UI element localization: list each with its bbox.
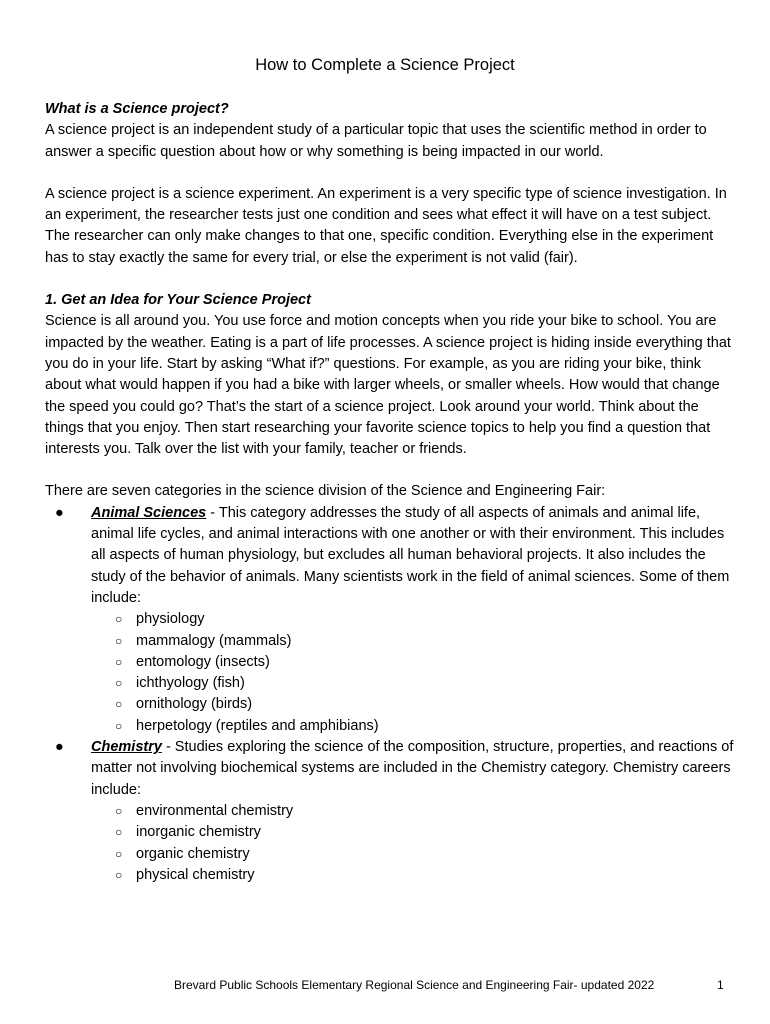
- section-heading-what-is: What is a Science project?: [45, 101, 229, 117]
- sub-list-item: [91, 865, 735, 886]
- sub-item-text: inorganic chemistry: [136, 824, 261, 841]
- sub-list: [91, 609, 735, 737]
- paragraph-definition: A science project is an independent study of a particular topic that uses the scientific method in order to answer a specific question about how or why something is being impacted in our world.: [45, 122, 707, 160]
- sub-item-text: organic chemistry: [136, 845, 250, 862]
- sub-list-item: [91, 652, 735, 673]
- circle-bullet-icon: ○: [115, 654, 123, 669]
- sub-list-item: [91, 822, 735, 843]
- paragraph-categories-intro: There are seven categories in the science division of the Science and Engineering Fair:: [45, 483, 606, 500]
- sub-item-text: mammalogy (mammals): [136, 632, 292, 649]
- circle-bullet-icon: ○: [115, 697, 123, 712]
- spacer: [45, 269, 735, 290]
- sub-item-text: environmental chemistry: [136, 802, 294, 819]
- category-item-chemistry: [45, 737, 735, 886]
- sub-item-text: ichthyology (fish): [136, 675, 245, 692]
- sub-list-item: [91, 609, 735, 630]
- paragraph-experiment: A science project is a science experiment. An experiment is a very specific type of science investigation. In an experiment, the researcher tests just one condition and sees what effect it will have on a test subject. The researcher can only make changes to that one, specific condition. Everything else in the experiment has to stay exactly the same for every trial, or else the experiment is not valid (fair).: [45, 185, 727, 266]
- spacer: [45, 460, 735, 481]
- bullet-icon: ●: [55, 739, 64, 756]
- sub-item-text: ornithology (birds): [136, 696, 253, 713]
- sub-item-text: physical chemistry: [136, 866, 255, 883]
- sub-list-item: [91, 716, 735, 737]
- category-name: Chemistry: [91, 739, 162, 756]
- circle-bullet-icon: ○: [115, 846, 123, 861]
- sub-item-text: herpetology (reptiles and amphibians): [136, 717, 379, 734]
- sub-list-item: [91, 631, 735, 652]
- sub-list-item: [91, 694, 735, 715]
- sub-list: [91, 801, 735, 886]
- page-title: How to Complete a Science Project: [255, 56, 515, 74]
- category-item-animal-sciences: [45, 503, 735, 737]
- category-list: [45, 503, 735, 886]
- circle-bullet-icon: ○: [115, 633, 123, 648]
- sub-list-item: [91, 673, 735, 694]
- document-body: [45, 99, 735, 886]
- circle-bullet-icon: ○: [115, 676, 123, 691]
- category-description: - This category addresses the study of all aspects of animals and animal life, animal life cycles, and animal interactions with one another or with their environment. This includes all aspects of human physiology, but excludes all human behavioral projects. It also includes the study of the behavior of animals. Many scientists work in the field of animal sciences. Some of them include:: [91, 504, 730, 606]
- sub-item-text: physiology: [136, 611, 205, 628]
- page-footer: Brevard Public Schools Elementary Regional Science and Engineering Fair- updated 2022: [174, 978, 655, 992]
- circle-bullet-icon: ○: [115, 718, 123, 733]
- paragraph-science-around: Science is all around you. You use force and motion concepts when you ride your bike to school. You are impacted by the weather. Eating is a part of life processes. A science project is hiding inside everything that you do in your life. Start by asking “What if?” questions. For example, as you are riding your bike, think about what would happen if you had a bike with larger wheels, or smaller wheels. How would that change the speed you could go? That’s the start of a science project. Look around your world. Think about the things that you enjoy. Then start researching your favorite science topics to help you find a question that interests you. Talk over the list with your family, teacher or friends.: [45, 313, 731, 458]
- sub-list-item: [91, 801, 735, 822]
- category-name: Animal Sciences: [91, 504, 207, 521]
- category-description: - Studies exploring the science of the composition, structure, properties, and reactions of matter not involving biochemical systems are included in the Chemistry category. Chemistry careers include:: [91, 739, 734, 798]
- circle-bullet-icon: ○: [115, 867, 123, 882]
- section-heading-get-idea: 1. Get an Idea for Your Science Project: [45, 292, 311, 309]
- circle-bullet-icon: ○: [115, 803, 123, 818]
- sub-item-text: entomology (insects): [136, 653, 270, 670]
- page-number: 1: [717, 978, 724, 992]
- spacer: [45, 163, 735, 184]
- circle-bullet-icon: ○: [115, 612, 123, 627]
- bullet-icon: ●: [55, 504, 64, 521]
- sub-list-item: [91, 844, 735, 865]
- circle-bullet-icon: ○: [115, 825, 123, 840]
